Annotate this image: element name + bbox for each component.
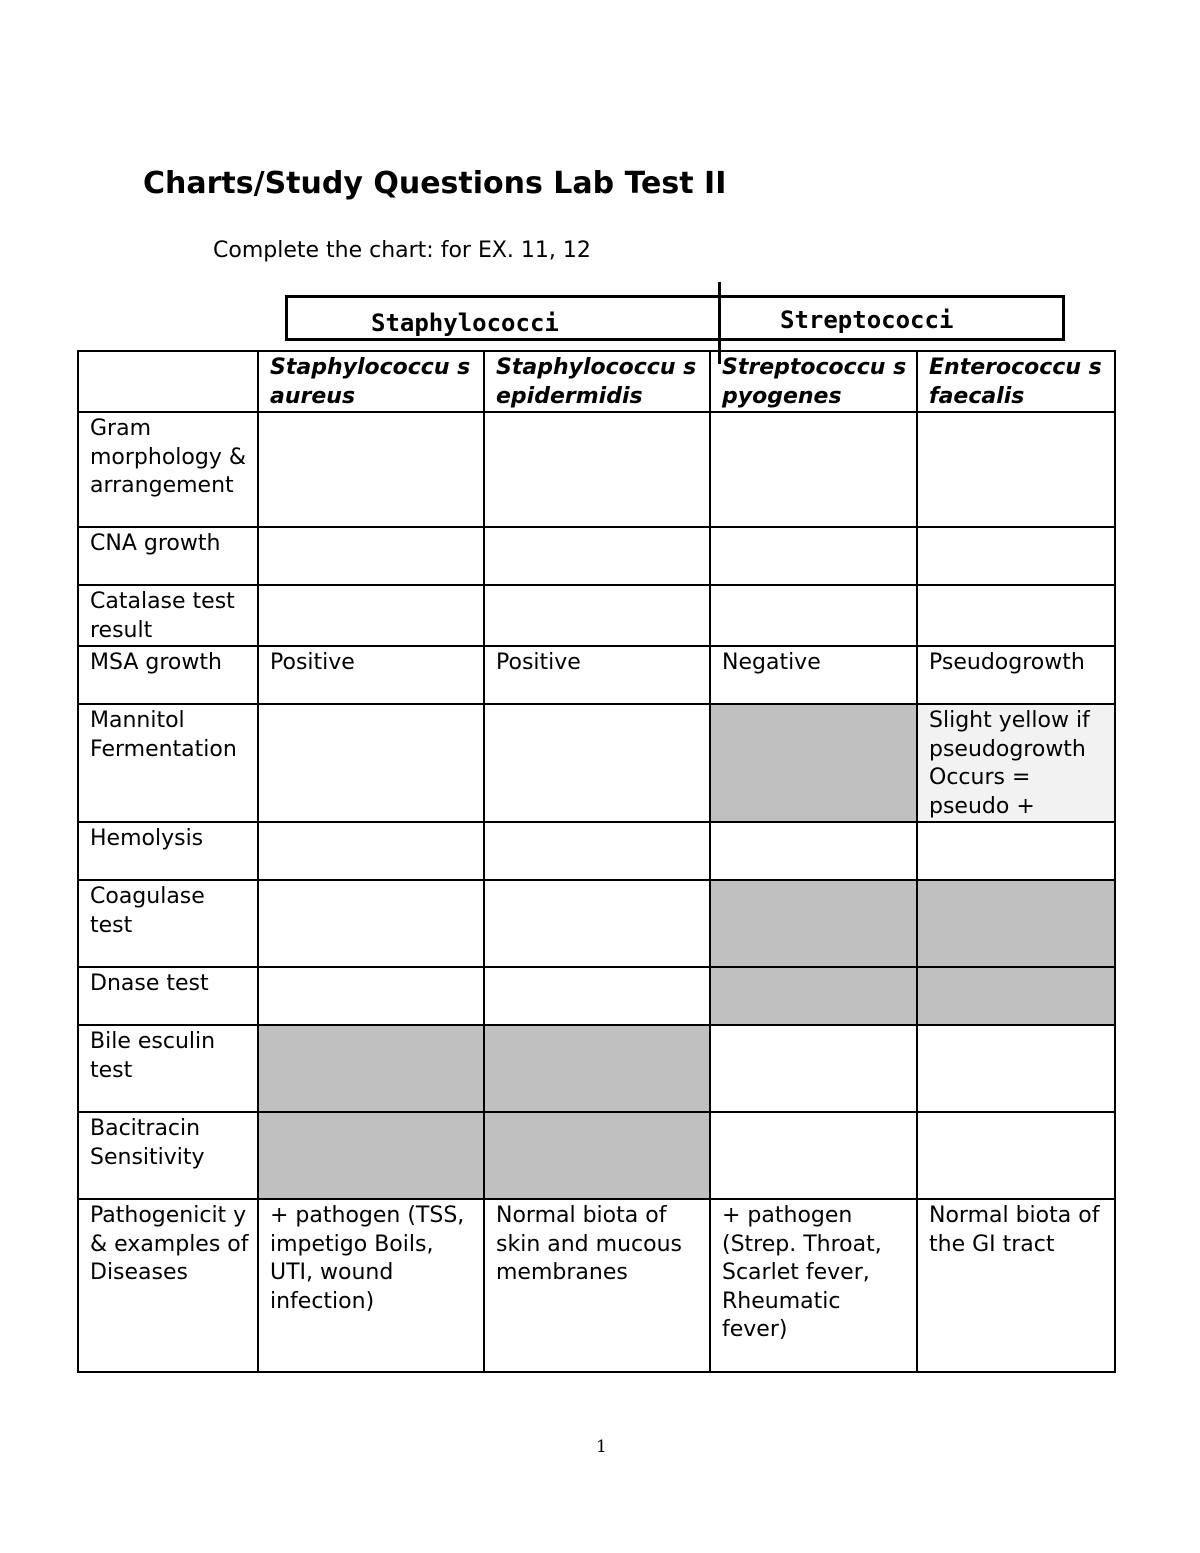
table-cell: [484, 967, 710, 1025]
table-row: [78, 527, 1115, 585]
shaded-cell: [917, 967, 1115, 1025]
table-cell: Pseudogrowth: [917, 646, 1115, 704]
table-row: [78, 704, 1115, 822]
table-cell: [917, 1112, 1115, 1199]
table-cell: [258, 822, 484, 880]
table-cell: [484, 412, 710, 527]
table-cell: [710, 1112, 917, 1199]
row-label: MSA growth: [78, 646, 258, 704]
row-label: Coagulase test: [78, 880, 258, 967]
row-label: Bile esculin test: [78, 1025, 258, 1112]
table-row: [78, 1025, 1115, 1112]
header-strep-pyogenes: Streptococcu s pyogenes: [710, 351, 917, 412]
shaded-cell: [710, 880, 917, 967]
table-row: [78, 1199, 1115, 1372]
header-row: [78, 351, 1115, 412]
shaded-cell: [258, 1112, 484, 1199]
instructions: Complete the chart: for EX. 11, 12: [213, 238, 591, 263]
table-cell: Normal biota of skin and mucous membranes: [484, 1199, 710, 1372]
header-staph-aureus: Staphylococcu s aureus: [258, 351, 484, 412]
header-staph-epidermidis: Staphylococcu s epidermidis: [484, 351, 710, 412]
table-cell: [258, 527, 484, 585]
shaded-cell: [710, 967, 917, 1025]
row-label: CNA growth: [78, 527, 258, 585]
table-cell: Positive: [258, 646, 484, 704]
table-row: [78, 880, 1115, 967]
table-cell: [484, 527, 710, 585]
shaded-cell: [484, 1025, 710, 1112]
table-cell: [710, 822, 917, 880]
table-cell: [710, 527, 917, 585]
row-label: Dnase test: [78, 967, 258, 1025]
table-cell: [484, 704, 710, 822]
comparison-chart: [77, 350, 1116, 1373]
table-row: [78, 585, 1115, 646]
table-row: [78, 967, 1115, 1025]
table-cell: [258, 880, 484, 967]
table-cell: + pathogen (Strep. Throat, Scarlet fever, Rheumatic fever): [710, 1199, 917, 1372]
group-label-staphylococci: Staphylococci: [371, 309, 559, 337]
page-number: 1: [596, 1437, 607, 1457]
shaded-cell: [710, 704, 917, 822]
row-label: Catalase test result: [78, 585, 258, 646]
table-cell: [917, 1025, 1115, 1112]
table-cell: [484, 880, 710, 967]
shaded-cell: [917, 880, 1115, 967]
table-cell: Slight yellow if pseudogrowth Occurs = pseudo +: [917, 704, 1115, 822]
table-cell: Positive: [484, 646, 710, 704]
row-label: Hemolysis: [78, 822, 258, 880]
table-cell: [258, 967, 484, 1025]
table-cell: [917, 822, 1115, 880]
table-cell: [258, 585, 484, 646]
row-label: Mannitol Fermentation: [78, 704, 258, 822]
table-row: [78, 646, 1115, 704]
header-enterococcus-faecalis: Enterococcu s faecalis: [917, 351, 1115, 412]
table-row: [78, 1112, 1115, 1199]
group-label-streptococci: Streptococci: [780, 306, 954, 334]
table-cell: [710, 585, 917, 646]
table-cell: [917, 585, 1115, 646]
table-cell: [258, 412, 484, 527]
table-cell: [917, 412, 1115, 527]
row-label: Bacitracin Sensitivity: [78, 1112, 258, 1199]
table-cell: [258, 704, 484, 822]
table-cell: Normal biota of the GI tract: [917, 1199, 1115, 1372]
shaded-cell: [258, 1025, 484, 1112]
row-label: Gram morphology & arrangement: [78, 412, 258, 527]
row-label: Pathogenicit y & examples of Diseases: [78, 1199, 258, 1372]
table-cell: Negative: [710, 646, 917, 704]
page-title: Charts/Study Questions Lab Test II: [143, 166, 727, 201]
table-row: [78, 412, 1115, 527]
table-cell: [917, 527, 1115, 585]
table-cell: [710, 1025, 917, 1112]
table-cell: [484, 585, 710, 646]
table-cell: [484, 822, 710, 880]
header-cell-empty: [78, 351, 258, 412]
table-cell: [710, 412, 917, 527]
shaded-cell: [484, 1112, 710, 1199]
table-cell: + pathogen (TSS, impetigo Boils, UTI, wound infection): [258, 1199, 484, 1372]
table-row: [78, 822, 1115, 880]
